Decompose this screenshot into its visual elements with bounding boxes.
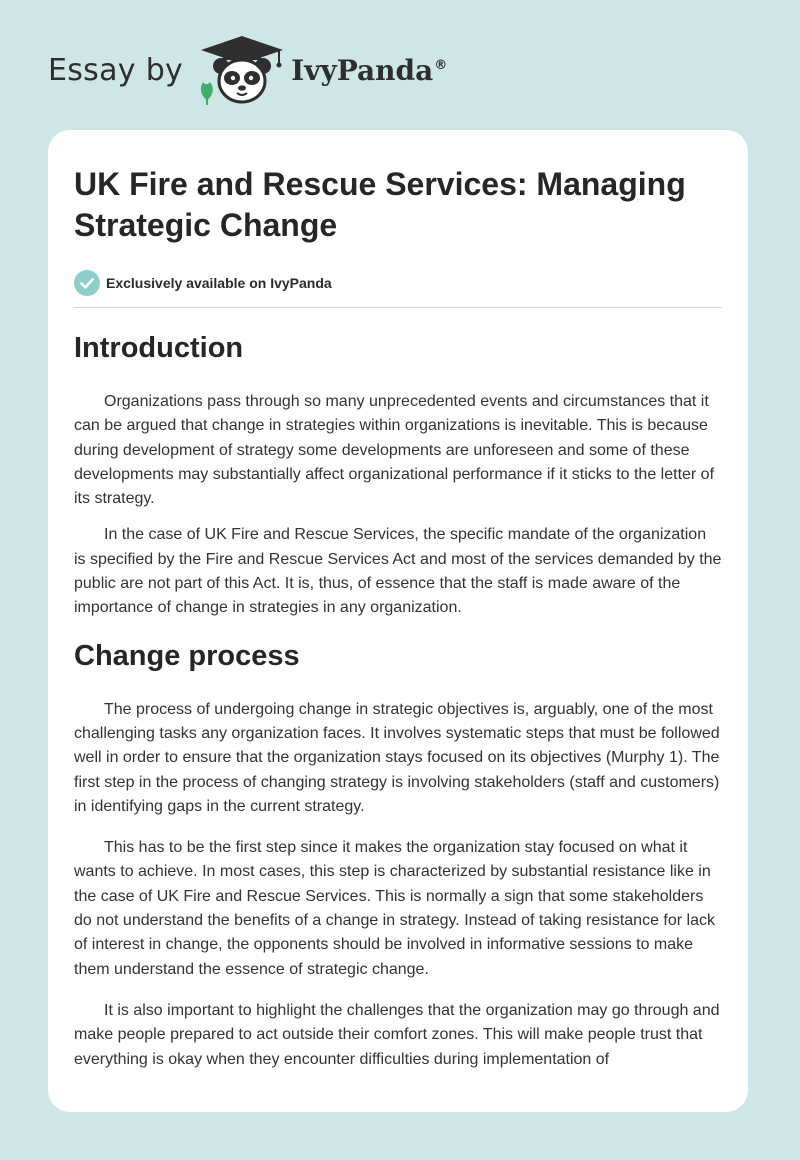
- page-title: UK Fire and Rescue Services: Managing Strategic Change: [74, 166, 686, 243]
- paragraph: It is also important to highlight the challenges that the organization may go through and make people prepared to act outside their comfort zones. This will make people trust that everything is okay when they encounter difficulties during implementation of: [74, 1001, 720, 1068]
- essay-by-label: Essay by: [48, 52, 184, 88]
- brand-header: [48, 34, 447, 106]
- registered-mark: ®: [434, 58, 448, 74]
- section-heading-change-process: Change process: [74, 639, 300, 672]
- checkmark-badge-icon: [74, 270, 100, 296]
- exclusive-badge-text: Exclusively available on IvyPanda: [106, 275, 332, 291]
- paragraph: Organizations pass through so many unprecedented events and circumstances that it can be argued that change in strategies within organizations is inevitable. This is because during development of strategy some developments are unforeseen and some of these developments may substantially affect organizational performance if it sticks to the letter of its strategy.: [74, 393, 715, 508]
- paragraph: In the case of UK Fire and Rescue Services, the specific mandate of the organization is specified by the Fire and Rescue Services Act and most of the services demanded by the public are not part of this Act. It is, thus, of essence that the staff is made aware of the importance of change in strategies in any organization.: [74, 526, 722, 617]
- section-heading-introduction: Introduction: [74, 332, 244, 364]
- paragraph: The process of undergoing change in strategic objectives is, arguably, one of the most challenging tasks any organization faces. It involves systematic steps that must be followed well in order to ensure that the organization stays focused on its objectives (Murphy 1). The first step in the process of changing strategy is involving stakeholders (staff and customers) in identifying gaps in the current strategy.: [74, 700, 720, 815]
- panda-graduate-logo-icon[interactable]: [197, 34, 287, 106]
- title-divider: [74, 307, 722, 308]
- essay-content: [74, 130, 722, 1072]
- essay-card: [48, 130, 748, 1112]
- brand-name: IvyPanda®: [291, 53, 448, 87]
- paragraph: This has to be the first step since it makes the organization stay focused on what it wants to achieve. In most cases, this step is characterized by substantial resistance like in the case of UK Fire and Rescue Services. This is normally a sign that some stakeholders do not understand the benefits of a change in strategy. Instead of taking resistance for lack of interest in change, the opponents should be involved in informative sessions to make them understand the essence of strategic change.: [74, 839, 715, 978]
- exclusive-badge: [74, 270, 722, 296]
